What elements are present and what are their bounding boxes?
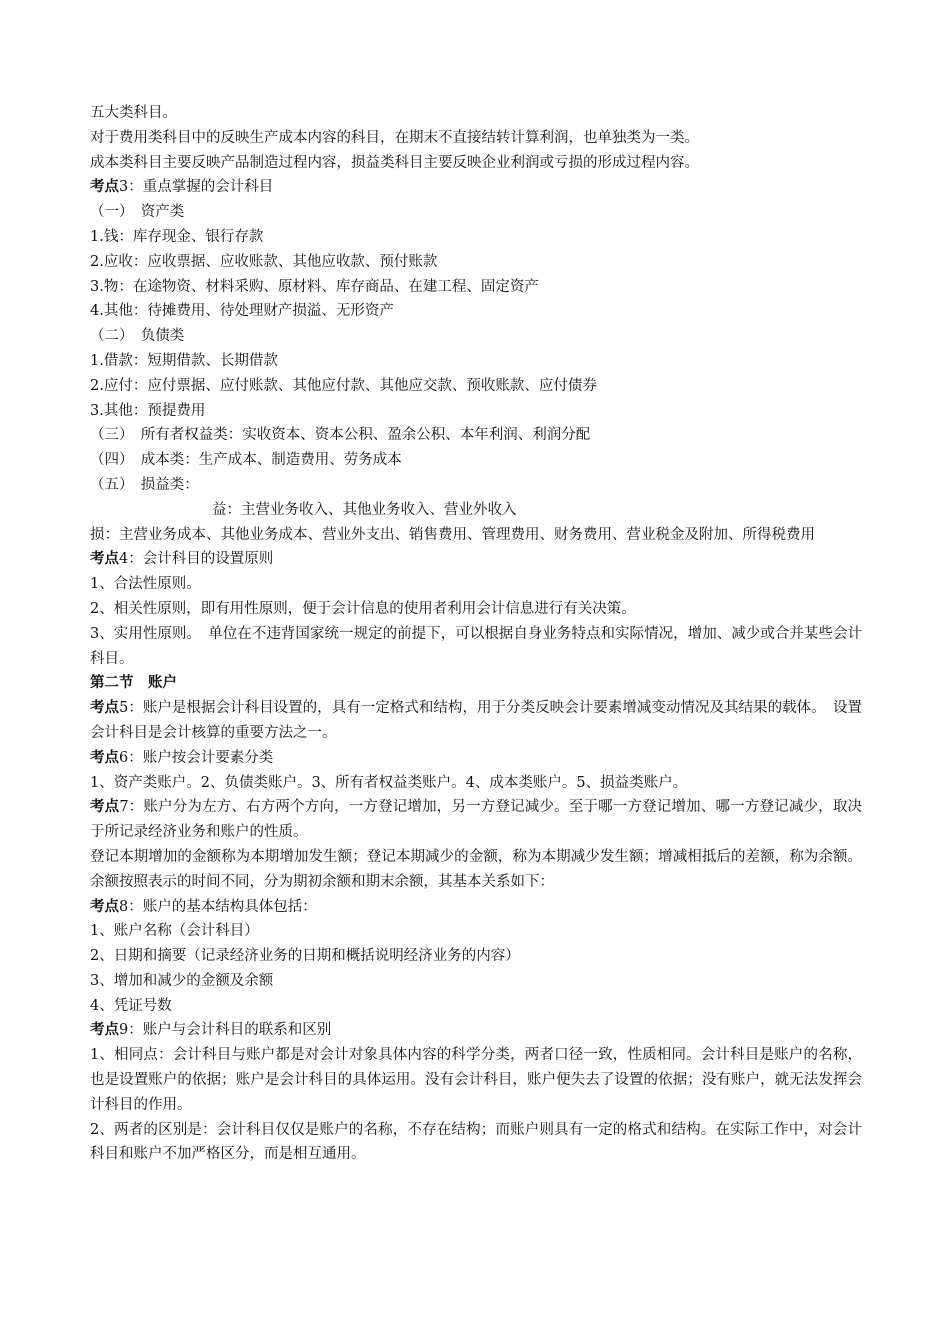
list-item: 4、凭证号数 [90,997,172,1014]
key-point-label: 考点 [90,178,119,196]
key-point-text: 5：账户是根据会计科目设置的，具有一定格式和结构，用于分类反映会计要素增减变动情况及其结果的载体。 设置会计科目是会计核算的重要方法之一。 [90,700,862,741]
key-point-text: 4：会计科目的设置原则 [119,551,274,568]
list-item: 3.其他：预提费用 [90,402,206,419]
key-point-text: 9：账户与会计科目的联系和区别 [119,1022,332,1039]
list-item: 1、资产类账户。2、负债类账户。3、所有者权益类账户。4、成本类账户。5、损益类账户。 [90,774,688,791]
list-item: 1.借款：短期借款、长期借款 [90,352,278,369]
list-item: 3、增加和减少的金额及余额 [90,972,274,989]
key-point-label: 考点 [90,798,120,816]
category-heading-profit-loss: （五） 损益类： [90,476,199,493]
list-item-loss: 损：主营业务成本、其他业务成本、营业外支出、销售费用、管理费用、财务费用、营业税金及附加、所得税费用 [90,526,815,543]
list-item: 4.其他：待摊费用、待处理财产损溢、无形资产 [90,303,394,320]
key-point-text: 8：账户的基本结构具体包括： [119,898,317,915]
category-heading-cost: （四） 成本类：生产成本、制造费用、劳务成本 [90,452,402,469]
list-item: 2.应付：应付票据、应付账款、其他应付款、其他应交款、预收账款、应付债券 [90,377,597,394]
key-point-text: 6：账户按会计要素分类 [119,749,274,766]
key-point-7 [90,795,862,845]
category-heading-liabilities: （二） 负债类 [90,328,185,345]
list-item: 1.钱：库存现金、银行存款 [90,228,264,245]
list-item: 2.应收：应收票据、应收账款、其他应收款、预付账款 [90,253,438,270]
list-item: 2、两者的区别是：会计科目仅仅是账户的名称，不存在结构；而账户则具有一定的格式和结构。在实际工作中，对会计科目和账户不加严格区分，而是相互通用。 [90,1121,862,1163]
key-point-8 [90,895,862,920]
key-point-4 [90,547,862,572]
list-item: 1、相同点：会计科目与账户都是对会计对象具体内容的科学分类，两者口径一致，性质相同。会计科目是账户的名称，也是设置账户的依据；账户是会计科目的具体运用。没有会计科目，账户便失去了设置的依据；没有账户，就无法发挥会计科目的作用。 [90,1047,862,1113]
section-title: 第二节 账户 [90,674,177,692]
list-item: 2、日期和摘要（记录经济业务的日期和概括说明经济业务的内容） [90,948,520,965]
key-point-label: 考点 [90,699,120,717]
key-point-label: 考点 [90,897,119,915]
paragraph: 对于费用类科目中的反映生产成本内容的科目，在期末不直接结转计算利润，也单独类为一类。 [90,129,699,146]
list-item: 2、相关性原则，即有用性原则，便于会计信息的使用者利用会计信息进行有关决策。 [90,600,636,617]
key-point-5 [90,696,862,746]
key-point-label: 考点 [90,550,119,568]
list-item: 1、合法性原则。 [90,576,201,593]
paragraph: 五大类科目。 [90,105,177,121]
key-point-label: 考点 [90,1021,119,1039]
key-point-3 [90,175,862,200]
key-point-text: 7：账户分为左方、右方两个方向，一方登记增加，另一方登记减少。至于哪一方登记增加、哪一方登记减少，取决于所记录经济业务和账户的性质。 [90,799,862,841]
document-page [90,101,862,1167]
key-point-label: 考点 [90,748,119,766]
key-point-text: 3：重点掌握的会计科目 [119,179,274,196]
list-item: 3、实用性原则。 单位在不违背国家统一规定的前提下，可以根据自身业务特点和实际情况，增加、减少或合并某些会计科目。 [90,625,862,667]
paragraph: 成本类科目主要反映产品制造过程内容，损益类科目主要反映企业利润或亏损的形成过程内容。 [90,154,699,171]
paragraph: 登记本期增加的金额称为本期增加发生额；登记本期减少的金额，称为本期减少发生额；增减相抵后的差额，称为余额。余额按照表示的时间不同，分为期初余额和期末余额，其基本关系如下： [90,848,862,890]
key-point-6 [90,746,862,771]
category-heading-equity: （三） 所有者权益类：实收资本、资本公积、盈余公积、本年利润、利润分配 [90,427,591,444]
key-point-9 [90,1018,862,1043]
category-heading-assets: （一） 资产类 [90,204,185,221]
list-item: 1、账户名称（会计科目） [90,923,259,940]
list-item-income: 益：主营业务收入、其他业务收入、营业外收入 [212,501,517,518]
list-item: 3.物：在途物资、材料采购、原材料、库存商品、在建工程、固定资产 [90,278,539,295]
